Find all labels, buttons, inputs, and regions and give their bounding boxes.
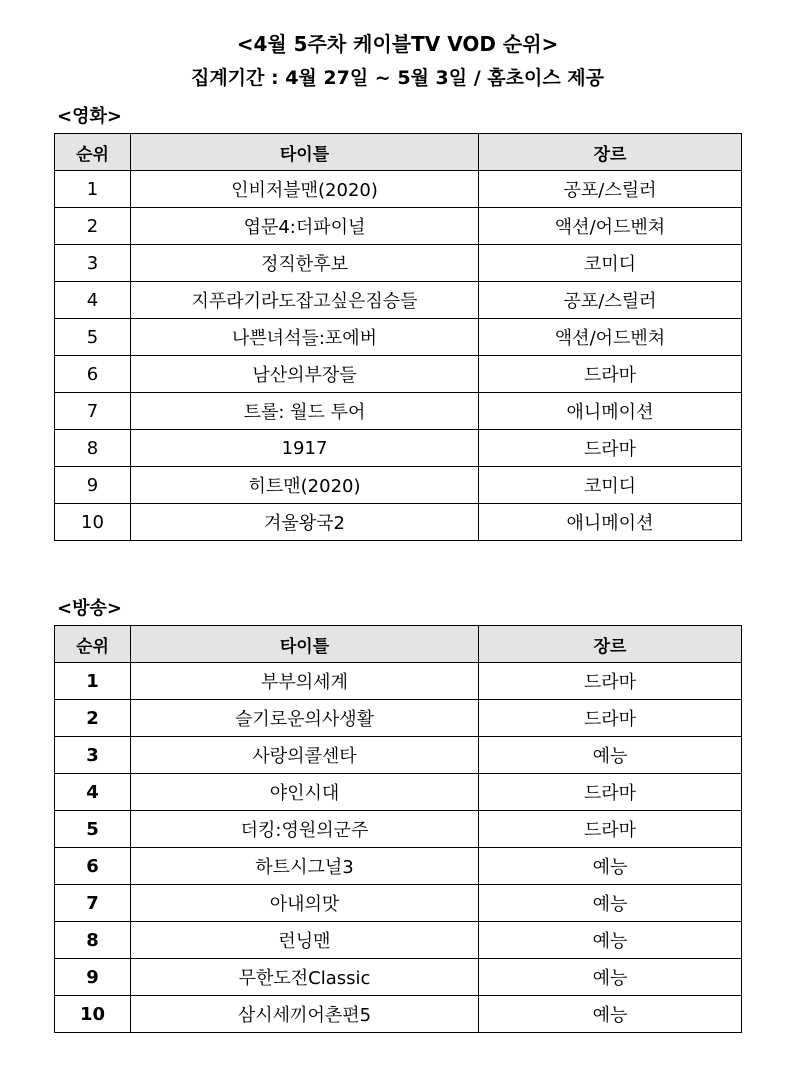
column-header-rank: 순위 <box>55 626 131 663</box>
rank-cell: 8 <box>55 430 131 467</box>
genre-cell: 드라마 <box>479 663 742 700</box>
title-cell: 겨울왕국2 <box>131 504 479 541</box>
rank-cell: 5 <box>55 811 131 848</box>
page-title: <4월 5주차 케이블TV VOD 순위> <box>236 32 559 56</box>
section-label-tv: <방송> <box>57 598 122 619</box>
genre-cell: 예능 <box>479 848 742 885</box>
genre-cell: 예능 <box>479 922 742 959</box>
title-cell: 인비저블맨(2020) <box>131 171 479 208</box>
rank-cell: 3 <box>55 245 131 282</box>
genre-cell: 애니메이션 <box>479 393 742 430</box>
rank-cell: 2 <box>55 700 131 737</box>
table-row <box>55 811 742 848</box>
rank-cell: 6 <box>55 848 131 885</box>
rank-cell: 10 <box>55 504 131 541</box>
table-row <box>55 245 742 282</box>
rank-cell: 1 <box>55 171 131 208</box>
genre-cell: 예능 <box>479 959 742 996</box>
genre-cell: 예능 <box>479 737 742 774</box>
tv-ranking-table <box>54 625 742 1033</box>
table-row <box>55 171 742 208</box>
table-row <box>55 996 742 1033</box>
genre-cell: 드라마 <box>479 430 742 467</box>
title-cell: 사랑의콜센타 <box>131 737 479 774</box>
title-cell: 정직한후보 <box>131 245 479 282</box>
table-row <box>55 700 742 737</box>
rank-cell: 5 <box>55 319 131 356</box>
genre-cell: 코미디 <box>479 245 742 282</box>
title-cell: 아내의맛 <box>131 885 479 922</box>
title-cell: 1917 <box>131 430 479 467</box>
rank-cell: 7 <box>55 393 131 430</box>
genre-cell: 드라마 <box>479 356 742 393</box>
table-row <box>55 282 742 319</box>
title-cell: 나쁜녀석들:포에버 <box>131 319 479 356</box>
movie-ranking-table <box>54 133 742 541</box>
title-cell: 히트맨(2020) <box>131 467 479 504</box>
title-cell: 런닝맨 <box>131 922 479 959</box>
rank-cell: 1 <box>55 663 131 700</box>
title-cell: 야인시대 <box>131 774 479 811</box>
table-row <box>55 885 742 922</box>
table-row <box>55 319 742 356</box>
table-header-row <box>55 134 742 171</box>
rank-cell: 4 <box>55 282 131 319</box>
table-header-row <box>55 626 742 663</box>
genre-cell: 드라마 <box>479 700 742 737</box>
column-header-title: 타이틀 <box>131 134 479 171</box>
title-cell: 트롤: 월드 투어 <box>131 393 479 430</box>
title-cell: 더킹:영원의군주 <box>131 811 479 848</box>
genre-cell: 코미디 <box>479 467 742 504</box>
rank-cell: 4 <box>55 774 131 811</box>
title-cell: 무한도전Classic <box>131 959 479 996</box>
title-cell: 삼시세끼어촌편5 <box>131 996 479 1033</box>
column-header-genre: 장르 <box>479 134 742 171</box>
column-header-title: 타이틀 <box>131 626 479 663</box>
title-cell: 하트시그널3 <box>131 848 479 885</box>
genre-cell: 공포/스릴러 <box>479 171 742 208</box>
title-cell: 엽문4:더파이널 <box>131 208 479 245</box>
title-cell: 부부의세계 <box>131 663 479 700</box>
rank-cell: 9 <box>55 959 131 996</box>
table-row <box>55 959 742 996</box>
genre-cell: 액션/어드벤쳐 <box>479 319 742 356</box>
table-row <box>55 663 742 700</box>
genre-cell: 애니메이션 <box>479 504 742 541</box>
table-row <box>55 922 742 959</box>
title-cell: 슬기로운의사생활 <box>131 700 479 737</box>
genre-cell: 공포/스릴러 <box>479 282 742 319</box>
rank-cell: 3 <box>55 737 131 774</box>
rank-cell: 6 <box>55 356 131 393</box>
rank-cell: 9 <box>55 467 131 504</box>
rank-cell: 7 <box>55 885 131 922</box>
section-label-movie: <영화> <box>57 106 122 127</box>
table-row <box>55 737 742 774</box>
genre-cell: 예능 <box>479 885 742 922</box>
table-row <box>55 393 742 430</box>
column-header-genre: 장르 <box>479 626 742 663</box>
table-row <box>55 356 742 393</box>
rank-cell: 8 <box>55 922 131 959</box>
rank-cell: 10 <box>55 996 131 1033</box>
rank-cell: 2 <box>55 208 131 245</box>
table-row <box>55 774 742 811</box>
table-row <box>55 467 742 504</box>
genre-cell: 드라마 <box>479 811 742 848</box>
title-cell: 남산의부장들 <box>131 356 479 393</box>
column-header-rank: 순위 <box>55 134 131 171</box>
table-row <box>55 504 742 541</box>
table-row <box>55 208 742 245</box>
page-subtitle: 집계기간 : 4월 27일 ~ 5월 3일 / 홈초이스 제공 <box>190 67 605 89</box>
genre-cell: 드라마 <box>479 774 742 811</box>
title-cell: 지푸라기라도잡고싶은짐승들 <box>131 282 479 319</box>
table-row <box>55 848 742 885</box>
genre-cell: 예능 <box>479 996 742 1033</box>
table-row <box>55 430 742 467</box>
genre-cell: 액션/어드벤쳐 <box>479 208 742 245</box>
